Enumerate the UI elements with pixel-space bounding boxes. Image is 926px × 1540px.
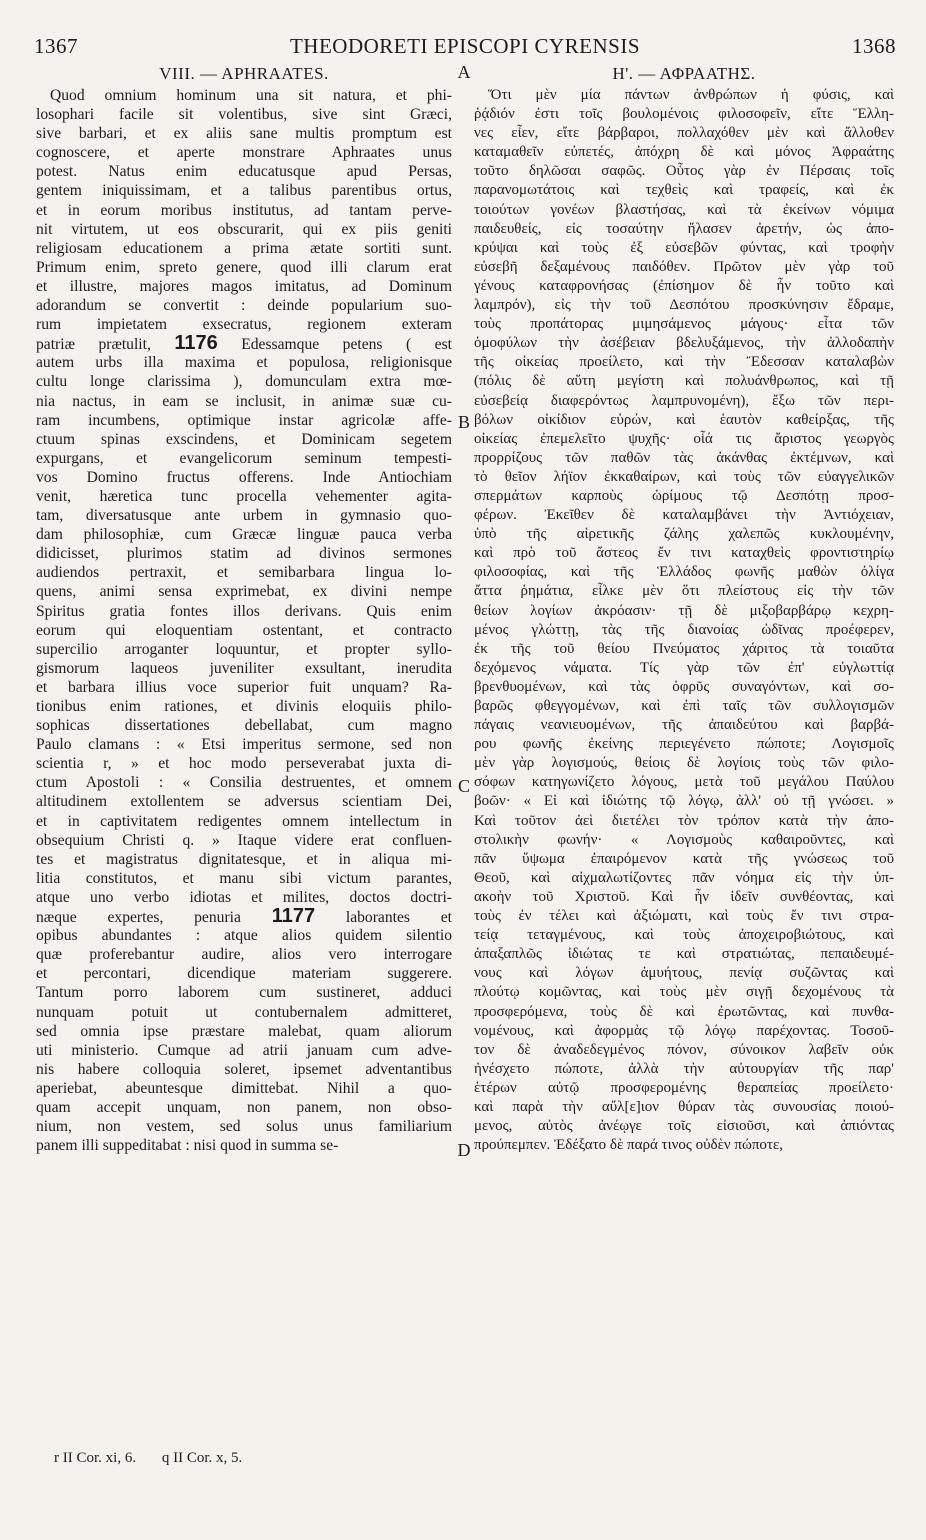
text-line: βαρῶς φθεγγομένων, καὶ ἐπὶ ταῖς τῶν συλλογισμῶν [474, 698, 894, 714]
text-line: καὶ παρὰ τὴν αὔλ[ε]ιον θύραν τὰς συνουσίας ποιού- [474, 1098, 894, 1115]
text-line: καταμαθεῖν εὐπετές, ἀπόχρη δὲ καὶ μόνος Ἀφραάτης [474, 144, 894, 161]
text-line: σπερμάτων καρποὺς ὡρίμους τῷ Δεσπότῃ προσ- [474, 487, 894, 504]
text-line: καὶ πρὸ τοῦ ἄστεος ἔν τινι καταχθεὶς φροντιστηρίῳ [474, 545, 894, 562]
text-line: ἑτέρων αὐτῷ προσφερομένης θεραπείας προείλετο· [474, 1079, 894, 1096]
text-line: nium, non vestem, sed solus unus familiarium [36, 1118, 452, 1136]
text-line: gismorum laqueos juveniliter exsultant, inerudita [36, 659, 452, 677]
text-line: uti ministerio. Cumque ad atrii januam cum adve- [36, 1041, 452, 1059]
text-line: φέρων. Ἐκεῖθεν δὲ καταλαμβάνει τὴν Ἀντιόχειαν, [474, 507, 894, 524]
page-number-left: 1367 [34, 34, 78, 58]
text-line: religiosam educationem a prima ætate sortiti sunt. [36, 239, 452, 257]
text-line: et barbara illius voce superior fuit unquam? Ra- [36, 678, 452, 696]
text-line: et in captivitatem redigentes omnem intellectum in [36, 812, 452, 830]
greek-section-title: Η'. — ΑΦΡΑΑΤΗΣ. [612, 64, 756, 83]
text-line: sive barbari, et ex aliis sane multis promptum est [36, 125, 452, 143]
text-line: θείων λογίων ἀκρόασιν· τῇ δὲ μιξοβαρβάρῳ κεχρη- [474, 602, 894, 619]
text-line: nis habere colloquia soleret, ipsemet adventantibus [36, 1060, 452, 1078]
text-line: ακοὴν τοῦ Χριστοῦ. Καὶ ἦν ἰδεῖν συνθέοντας, καὶ [474, 888, 894, 905]
text-line: μένος γλώττῃ, τὰς τῆς διανοίας ὠδῖνας προέφερεν, [474, 621, 894, 638]
text-line: eorum qui eloquentiam ostentant, et contracto [36, 621, 452, 639]
text-line: sed omnia ipse præstare malebat, quam aliorum [36, 1022, 452, 1040]
text-line: βρενθυομένων, καὶ τὰς ὀφρῦς συναγόντων, καὶ σο- [474, 678, 894, 695]
text-line: et in eorum moribus institutus, ad tantam perve- [36, 201, 452, 219]
text-line: quens, animi sensa exprimebat, ex divini nempe [36, 583, 452, 601]
text-line: Spiritus gratia fontes illos derivans. Quis enim [36, 602, 452, 620]
text-line: supercilio arroganter loquuntur, et propter syllo- [36, 640, 452, 658]
margin-marker-d: D [457, 1140, 471, 1160]
text-line: Tantum porro laborem cum sustineret, adduci [36, 984, 452, 1002]
text-line: didicisset, plurimos statim ad divinos sermones [36, 545, 452, 563]
margin-marker-c: C [457, 776, 470, 796]
running-header [34, 34, 896, 60]
text-line: προρρίζους τῶν παθῶν τὰς ἀκάνθας ἐκτέμνων, καὶ [474, 449, 894, 466]
text-line: quam accepit unquam, non panem, non obso- [36, 1098, 452, 1116]
text-line: ctum Apostoli : « Consilia destruentes, et omnem [36, 774, 452, 792]
text-line: πλούτῳ κομῶντας, καὶ τοὺς μὲν σιγῇ δεχομένους τὰ [474, 984, 894, 1001]
text-line: tam, diversatusque ante urbem in gymnasio quo- [36, 507, 452, 525]
text-line: πάγαις νεανιευομένων, τῆς ἀπαιδεύτου καὶ βαρβά- [474, 717, 894, 734]
margin-marker-a: A [457, 62, 471, 82]
text-line: venit, hæretica tunc procella vehementer agita- [36, 487, 452, 505]
text-line: ὑπὸ τῆς αἱρετικῆς ζάλης χαλεπῶς κυκλουμένην, [474, 526, 894, 543]
text-line: cultu longe clarissima ), domunculam extra mœ- [36, 373, 452, 391]
text-line: opibus abundantes : atque alios quidem silentio [36, 927, 452, 945]
text-line: βοῶν· « Εἰ καὶ ἰδιώτης τῷ λόγῳ, ἀλλ' οὐ τῇ γνώσει. » [474, 793, 894, 810]
greek-column [474, 62, 894, 1155]
text-line: τοιούτων γονέων βλαστήσας, καὶ τὰ ἐκείνων νόμιμα [474, 201, 894, 218]
text-line: Quod omnium hominum una sit natura, et phi- [50, 87, 452, 104]
footnotes [54, 1450, 264, 1467]
text-line: νους καὶ λόγων ἀμυήτους, πενίᾳ συζῶντας καὶ [474, 965, 894, 982]
text-line: μὲν γὰρ λογισμούς, θείοις δὲ λογίοις τοὺς τῶν φιλο- [474, 755, 894, 772]
text-line: τοῦτο δηλῶσαι σαφῶς. Οὗτος γὰρ ἐν Πέρσαις τοῖς [474, 163, 894, 180]
text-line: Primum enim, spreto genere, quod illi clarum erat [36, 258, 452, 276]
text-line: gentem iniquissimam, et a talibus parentibus ortus, [36, 182, 452, 200]
text-line: potest. Natus enim educatusque apud Persas, [36, 163, 452, 181]
text-line: παρανομωτάτοις καὶ τεχθεὶς καὶ τραφείς, καὶ ἐκ [474, 182, 894, 199]
text-line: λαμπρόν), εἰς τὴν τοῦ Δεσπότου προσκύνησιν ἔδραμε, [474, 297, 894, 314]
text-line: tes et magistratus dignitatesque, et in aliqua mi- [36, 850, 452, 868]
text-line: σόφων κατηγωνίζετο λόγους, μετὰ τοῦ μεγάλου Παύλου [474, 774, 894, 791]
text-line: φιλοσοφίας, καὶ τῆς Ἑλλάδος φωνῆς μαθὼν ὀλίγα [474, 564, 894, 581]
text-line: næque expertes, penuria 1177 laborantes et [36, 907, 452, 927]
text-line: nunquam potuit ut contubernalem admitteret, [36, 1003, 452, 1021]
text-line: ῥᾴδιόν ἐστι τοῖς βουλομένοις φιλοσοφεῖν, εἴτε Ἕλλη- [474, 106, 894, 123]
text-line: τον δὲ ἀναδεδεγμένος πόνον, σύνοικον λαβεῖν οὐκ [474, 1041, 894, 1058]
text-line: ρου φωνῆς ἐκείνης περιεγένετο πώποτε; Λογισμοῖς [474, 736, 894, 753]
inline-page-number: 1176 [174, 334, 218, 354]
text-line: patriæ prætulit, 1176 Edessamque petens ( est [36, 334, 452, 354]
text-line: Ὅτι μὲν μία πάντων ἀνθρώπων ἡ φύσις, καὶ [488, 87, 894, 103]
text-line: ram incumbens, optimique instar agricolæ affe- [36, 411, 452, 429]
text-line: et illustre, majores magos imitatus, ad Dominum [36, 277, 452, 295]
page-number-right: 1368 [852, 34, 896, 58]
text-line: atque uno verbo idiotas et milites, doctos doctri- [36, 888, 452, 906]
text-line: vos Domino fructus offerens. Inde Antiochiam [36, 468, 452, 486]
footnote: r II Cor. xi, 6. [54, 1450, 137, 1466]
text-line: altitudinem extollentem se adversus scientiam Dei, [36, 793, 452, 811]
text-line: ctuum spinas exscindens, et Dominicam segetem [36, 430, 452, 448]
text-line: quæ proferebantur audire, alios vero interrogare [36, 946, 452, 964]
text-line: προσφερόμενα, τοὺς δὲ καὶ ἐρωτῶντας, καὶ πυνθα- [474, 1003, 894, 1020]
text-line: Θεοῦ, καὶ αἰχμαλωτίζοντες πᾶν νόημα εἰς τὴν ὑπ- [474, 869, 894, 886]
text-line: Καὶ τοῦτον ἀεὶ διετέλει τὸν τρόπον κατὰ τὴν ἀπο- [474, 812, 894, 829]
text-line: audiendos pertraxit, et semibarbara lingua lo- [36, 564, 452, 582]
text-line: τοὺς ἐν τέλει καὶ ἀξιώματι, καὶ τοὺς ἔν τινι στρα- [474, 908, 894, 925]
text-line: Paulo clamans : « Etsi imperitus sermone, sed non [36, 736, 452, 754]
text-line: sophicas dissertationes debellabat, cum magno [36, 717, 452, 735]
text-line: μενος, αὐτὸς ἀνέῳγε τοῖς εἰσιοῦσι, καὶ ἀπιόντας [474, 1118, 894, 1135]
text-line: κρύψαι καὶ τοὺς ἐξ εὐσεβῶν φύντας, καὶ τροφὴν [474, 239, 894, 256]
text-line: scientia r, » et hoc modo perseverabat juxta di- [36, 755, 452, 773]
text-line: panem illi suppeditabat : nisi quod in summa se- [36, 1137, 339, 1155]
text-line: adorandum se convertit : deinde popularium suo- [36, 297, 452, 315]
text-line: εὐσεβείᾳ διαφερόντως λαμπρυνομένη), ἔξω τῶν περι- [474, 392, 894, 409]
text-line: δεχόμενος νάματα. Τίς γὰρ τῶν ἐπ' εὐγλωττίᾳ [474, 659, 894, 676]
text-line: εὐσεβῆ δεξαμένους παιδόθεν. Πρῶτον μὲν γὰρ τοῦ [474, 258, 894, 275]
text-line: dam philosophiæ, cum Græcæ linguæ pauca verba [36, 526, 452, 544]
text-line: (πόλις δὲ αὕτη μεγίστη καὶ πολυάνθρωπος, καὶ τῇ [474, 373, 894, 390]
running-title: THEODORETI EPISCOPI CYRENSIS [289, 34, 641, 58]
text-line: et percontari, dicendique materiam suggerere. [36, 965, 452, 983]
footnote: q II Cor. x, 5. [161, 1450, 243, 1466]
latin-section-title: VIII. — APHRAATES. [159, 64, 329, 83]
text-line: νες εἶεν, εἴτε βάρβαροι, πολλαχόθεν μὲν καὶ ἄλλοθεν [474, 125, 894, 142]
text-line: στολικὴν φωνήν· « Λογισμοὺς καθαιροῦντες, καὶ [474, 831, 894, 848]
text-line: παιδευθείς, εἰς τοσαύτην ἤλασεν ἀρετήν, ὡς ἀπο- [474, 220, 894, 237]
text-line: aperiebat, abeuntesque dimittebat. Nihil a quo- [36, 1079, 452, 1097]
text-line: litia constitutos, et manu sibi victum parantes, [36, 869, 452, 887]
text-line: rum impietatem exsecratus, regionem exteram [36, 316, 452, 334]
text-line: nia nactus, in eam se inclusit, in animæ suæ cu- [36, 392, 452, 410]
text-line: losophari facile sit volentibus, sive sint Græci, [36, 106, 452, 124]
greek-text-body [474, 86, 894, 1155]
text-line: πᾶν ὕψωμα ἐπαιρόμενον κατὰ τῆς γνώσεως τοῦ [474, 850, 894, 867]
latin-text-body [36, 86, 452, 1155]
text-line: βόλων οἰκίδιον εὑρών, καὶ ἑαυτὸν καθείρξας, τῆς [474, 411, 894, 428]
text-line: nit virtutem, ut eos obscurarit, qui ex piis geniti [36, 220, 452, 238]
text-line: ὁμοφύλων τὴν ἀσέβειαν βδελυξάμενος, τὴν ἀλλοδαπὴν [474, 335, 894, 352]
text-line: τῆς οἰκείας προείλετο, καὶ τὴν Ἔδεσσαν καταλαβὼν [474, 354, 894, 371]
text-line: obsequium Christi q. » Itaque videre erat confluen- [36, 831, 452, 849]
text-line: cognoscere, et aperte monstrare Aphraates unus [36, 144, 452, 162]
text-line: νομένους, καὶ ἀφορμὰς τῷ λόγῳ παρέχοντας. Τοσοῦ- [474, 1022, 894, 1039]
text-line: ἄττα ῥημάτια, εἶλκε μὲν ὅτι πλείστους εἰς τὴν τῶν [474, 583, 894, 600]
text-line: προύπεμπεν. Ἐδέξατο δὲ παρά τινος οὐδὲν πώποτε, [474, 1137, 784, 1154]
text-line: expurgans, et evangelicorum seminum tempesti- [36, 449, 452, 467]
text-line: γένους καταφρονήσας (ἐπίσημον δὲ ἦν τοῦτο καὶ [474, 277, 894, 294]
latin-column [36, 62, 452, 1155]
text-line: ἐκ τῆς τοῦ θείου Πνεύματος χάριτος τὰ τοιαῦτα [474, 640, 894, 657]
margin-marker-b: B [457, 412, 470, 432]
text-line: τείᾳ τεταγμένους, καὶ τοὺς ἀποχειροβιώτους, καὶ [474, 927, 894, 944]
text-line: τὸ θεῖον λήϊον ἐκκαθαίρων, καὶ τοὺς τῶν εὐαγγελικῶν [474, 468, 894, 485]
text-line: οἰκείας ἐπεμελεῖτο ψυχῆς· οἷά τις ἄριστος γεωργὸς [474, 430, 894, 447]
text-line: autem urbs illa maxima et populosa, religionisque [36, 354, 452, 372]
text-line: τοὺς προπάτορας μιμησάμενος μάγους· εἶτα τῶν [474, 316, 894, 333]
text-line: ἁπαξαπλῶς ἰδιώτας τε καὶ στρατιώτας, πεπαιδευμέ- [474, 946, 894, 963]
inline-page-number: 1177 [271, 907, 316, 927]
text-line: ἠνέσχετο πώποτε, ἀλλὰ τὴν αὐτουργίαν τῆς παρ' [474, 1060, 894, 1077]
text-line: tionibus enim rationes, et divinis eloquiis philo- [36, 698, 452, 715]
